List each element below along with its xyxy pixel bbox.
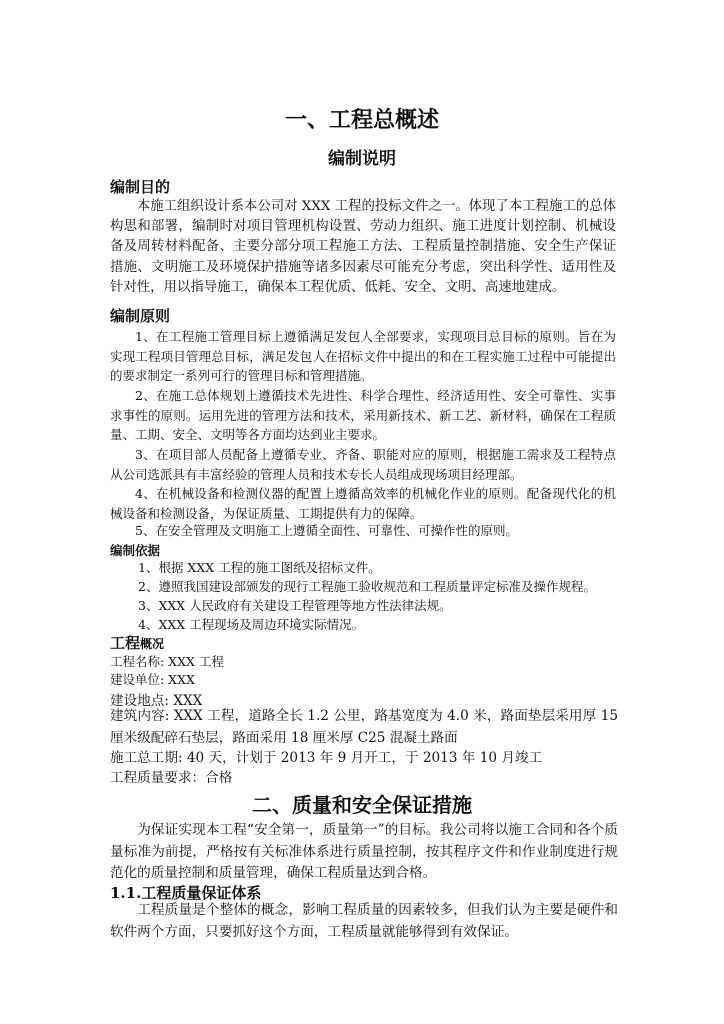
basis-item: 3、XXX 人民政府有关建设工程管理等地方性法律法规。 [138, 598, 452, 613]
overview-heading [110, 632, 164, 653]
construction-location: 建设地点: XXX [110, 693, 203, 709]
construction-content: 建筑内容: XXX 工程，道路全长 1.2 公里，路基宽度为 4.0 米，路面垫层采用厚 15 厘米级配碎石垫层，路面采用 18 厘米厚 C25 混凝土路面 [110, 708, 618, 746]
basis-item: 1、根据 XXX 工程的施工图纸及招标文件。 [138, 560, 381, 575]
section-1-1-paragraph: 工程质量是个整体的概念，影响工程质量的因素较多，但我们认为主要是硬件和软件两个方面，只要抓好这个方面，工程质量就能够得到有效保证。 [110, 902, 618, 940]
overview-heading-tail: 概况 [140, 637, 165, 651]
basis-item: 2、遵照我国建设部颁发的现行工程施工验收规范和工程质量评定标准及操作规程。 [138, 579, 596, 594]
basis-heading: 编制依据 [110, 543, 161, 558]
construction-unit: 建设单位: XXX [110, 672, 195, 687]
subtitle-compilation-notes: 编制说明 [328, 149, 396, 169]
purpose-paragraph: 本施工组织设计系本公司对 XXX 工程的投标文件之一。体现了本工程施工的总体构思和部署，编制时对项目管理机构设置、劳动力组织、施工进度计划控制、机械设备及周转材料配备、主要分部分项工程施工方法、工程质量控制措施、安全生产保证措施、文明施工及环境保护措施等诸多因素尽可能充分考虑，突出科学性、适用性及针对性，用以指导施工，确保本工程优质、低耗、安全、文明、高速地建成。 [110, 199, 616, 295]
quality-requirement: 工程质量要求：合格 [110, 770, 233, 786]
project-name: 工程名称: XXX 工程 [110, 654, 224, 669]
principle-item: 5、在安全管理及文明施工上遵循全面性、可靠性、可操作性的原则。 [135, 523, 518, 538]
chapter-title-2: 二、质量和安全保证措施 [252, 793, 472, 817]
principle-item: 4、在机械设备和检测仪器的配置上遵循高效率的机械化作业的原则。配备现代化的机械设备和检测设备，为保证质量、工期提供有力的保障。 [110, 486, 616, 521]
construction-schedule: 施工总工期: 40 天，计划于 2013 年 9 月开工，于 2013 年 10 月竣工 [110, 750, 543, 766]
overview-heading-main: 工程 [110, 634, 141, 652]
principles-heading: 编制原则 [110, 307, 171, 325]
purpose-heading: 编制目的 [110, 178, 171, 196]
chapter-title-1: 一、工程总概述 [284, 107, 439, 133]
quality-intro-paragraph: 为保证实现本工程“安全第一，质量第一”的目标。我公司将以施工合同和各个质量标准为前提，严格按有关标准体系进行质量控制，按其程序文件和作业制度进行规范化的质量控制和质量管理，确保工程质量达到合格。 [110, 822, 618, 881]
principle-item: 1、在工程施工管理目标上遵循满足发包人全部要求，实现项目总目标的原则。旨在为实现工程项目管理总目标，满足发包人在招标文件中提出的和在工程实施工过程中可能提出的要求制定一系列可行的管理目标和管理措施。 [110, 329, 616, 384]
section-1-1-heading: 1.1.工程质量保证体系 [110, 884, 262, 902]
principle-item: 3、在项目部人员配备上遵循专业、齐备、职能对应的原则，根据施工需求及工程特点从公司选派具有丰富经验的管理人员和技术专长人员组成现场项目经理部。 [110, 447, 616, 482]
basis-item: 4、XXX 工程现场及周边环境实际情况。 [138, 617, 365, 632]
principle-item: 2、在施工总体规划上遵循技术先进性、科学合理性、经济适用性、安全可靠性、实事求事性的原则。运用先进的管理方法和技术，采用新技术、新工艺、新材料，确保在工程质量、工期、安全、文明等各方面均达到业主要求。 [110, 388, 616, 443]
